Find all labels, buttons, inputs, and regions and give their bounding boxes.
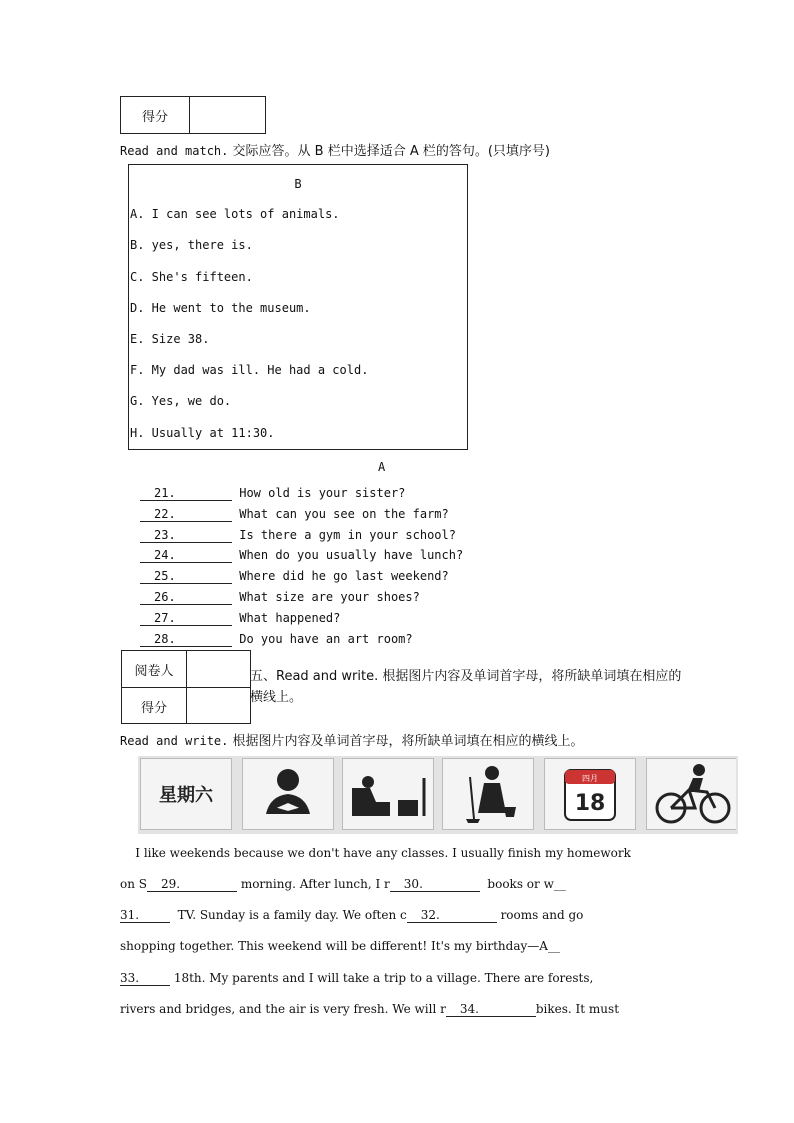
passage-line-3 [120, 908, 680, 923]
question-row [140, 632, 413, 647]
question-text: What can you see on the farm? [239, 507, 449, 521]
score-value-field[interactable] [190, 97, 265, 133]
score-field-2[interactable] [187, 688, 250, 724]
question-text: What size are your shoes? [239, 590, 420, 604]
score-label: 得分 [121, 97, 190, 133]
passage-line-6 [120, 1002, 680, 1017]
answer-box-b [128, 164, 468, 450]
option-a: A. I can see lots of animals. [130, 207, 340, 221]
answer-blank-29[interactable]: 29. [147, 878, 237, 892]
column-a-header: A [378, 460, 386, 474]
reading-person-icon [242, 758, 334, 830]
passage-line-2 [120, 877, 680, 892]
answer-blank-30[interactable]: 30. [390, 878, 480, 892]
instruction2-cn: 根据图片内容及单词首字母，将所缺单词填在相应的横线上。 [228, 734, 584, 749]
calendar-icon [544, 758, 636, 830]
passage-line-4: shopping together. This weekend will be different! It's my birthday—A__ [120, 939, 560, 953]
answer-blank-26[interactable]: 26. [140, 591, 232, 605]
passage-text: rivers and bridges, and the air is very fresh. We will r [120, 1002, 446, 1016]
picture-strip [138, 756, 738, 834]
option-c: C. She's fifteen. [130, 270, 253, 284]
question-row [140, 548, 463, 563]
option-e: E. Size 38. [130, 332, 210, 346]
answer-blank-28[interactable]: 28. [140, 633, 232, 647]
match-instruction [120, 140, 550, 159]
instruction-en: Read and match. [120, 144, 229, 158]
passage-text: on S [120, 877, 147, 891]
saturday-card-icon [140, 758, 232, 830]
option-h: H. Usually at 11:30. [130, 426, 275, 440]
question-text: How old is your sister? [239, 486, 406, 500]
passage-line-5 [120, 971, 680, 986]
answer-blank-31[interactable]: 31. [120, 909, 170, 923]
question-row [140, 486, 405, 501]
section-five-heading: 五、Read and write. 根据图片内容及单词首字母，将所缺单词填在相应的横线上。 [250, 669, 682, 705]
question-row [140, 528, 456, 543]
passage-text: 18th. My parents and I will take a trip to a village. There are forests, [170, 971, 594, 985]
passage-line-1: I like weekends because we don't have any classes. I usually finish my homework [120, 846, 631, 860]
saturday-label: 星期六 [159, 785, 213, 806]
passage-text: morning. After lunch, I r [237, 877, 390, 891]
question-text: Is there a gym in your school? [239, 528, 456, 542]
write-instruction [120, 730, 584, 749]
box-b-header: B [294, 177, 302, 191]
cycling-person-icon [646, 758, 736, 830]
passage-text: TV. Sunday is a family day. We often c [170, 908, 407, 922]
option-b: B. yes, there is. [130, 238, 253, 252]
cleaning-person-icon [442, 758, 534, 830]
answer-blank-32[interactable]: 32. [407, 909, 497, 923]
score-box [120, 96, 266, 134]
score-label-2: 得分 [122, 688, 187, 724]
watching-tv-icon [342, 758, 434, 830]
calendar-day: 18 [574, 791, 606, 816]
question-row [140, 611, 340, 626]
instruction2-en: Read and write. [120, 734, 229, 748]
answer-blank-34[interactable]: 34. [446, 1003, 536, 1017]
answer-blank-27[interactable]: 27. [140, 612, 232, 626]
question-row [140, 569, 449, 584]
reviewer-label: 阅卷人 [122, 651, 187, 687]
question-text: When do you usually have lunch? [239, 548, 464, 562]
passage-text: books or w__ [479, 877, 566, 891]
option-g: G. Yes, we do. [130, 394, 232, 408]
calendar-month: 四月 [582, 774, 598, 783]
answer-blank-33[interactable]: 33. [120, 972, 170, 986]
answer-blank-21[interactable]: 21. [140, 487, 232, 501]
reviewer-table [121, 650, 251, 724]
question-text: What happened? [239, 611, 341, 625]
option-f: F. My dad was ill. He had a cold. [130, 363, 369, 377]
option-d: D. He went to the museum. [130, 301, 311, 315]
reviewer-field[interactable] [187, 651, 250, 687]
answer-blank-23[interactable]: 23. [140, 529, 232, 543]
question-text: Do you have an art room? [239, 632, 413, 646]
answer-blank-22[interactable]: 22. [140, 508, 232, 522]
answer-blank-25[interactable]: 25. [140, 570, 232, 584]
passage-text: bikes. It must [535, 1002, 620, 1016]
question-row [140, 590, 420, 605]
instruction-cn: 交际应答。从 B 栏中选择适合 A 栏的答句。(只填序号) [228, 144, 550, 159]
passage-text: rooms and go [496, 908, 584, 922]
question-row [140, 507, 449, 522]
answer-blank-24[interactable]: 24. [140, 549, 232, 563]
question-text: Where did he go last weekend? [239, 569, 449, 583]
